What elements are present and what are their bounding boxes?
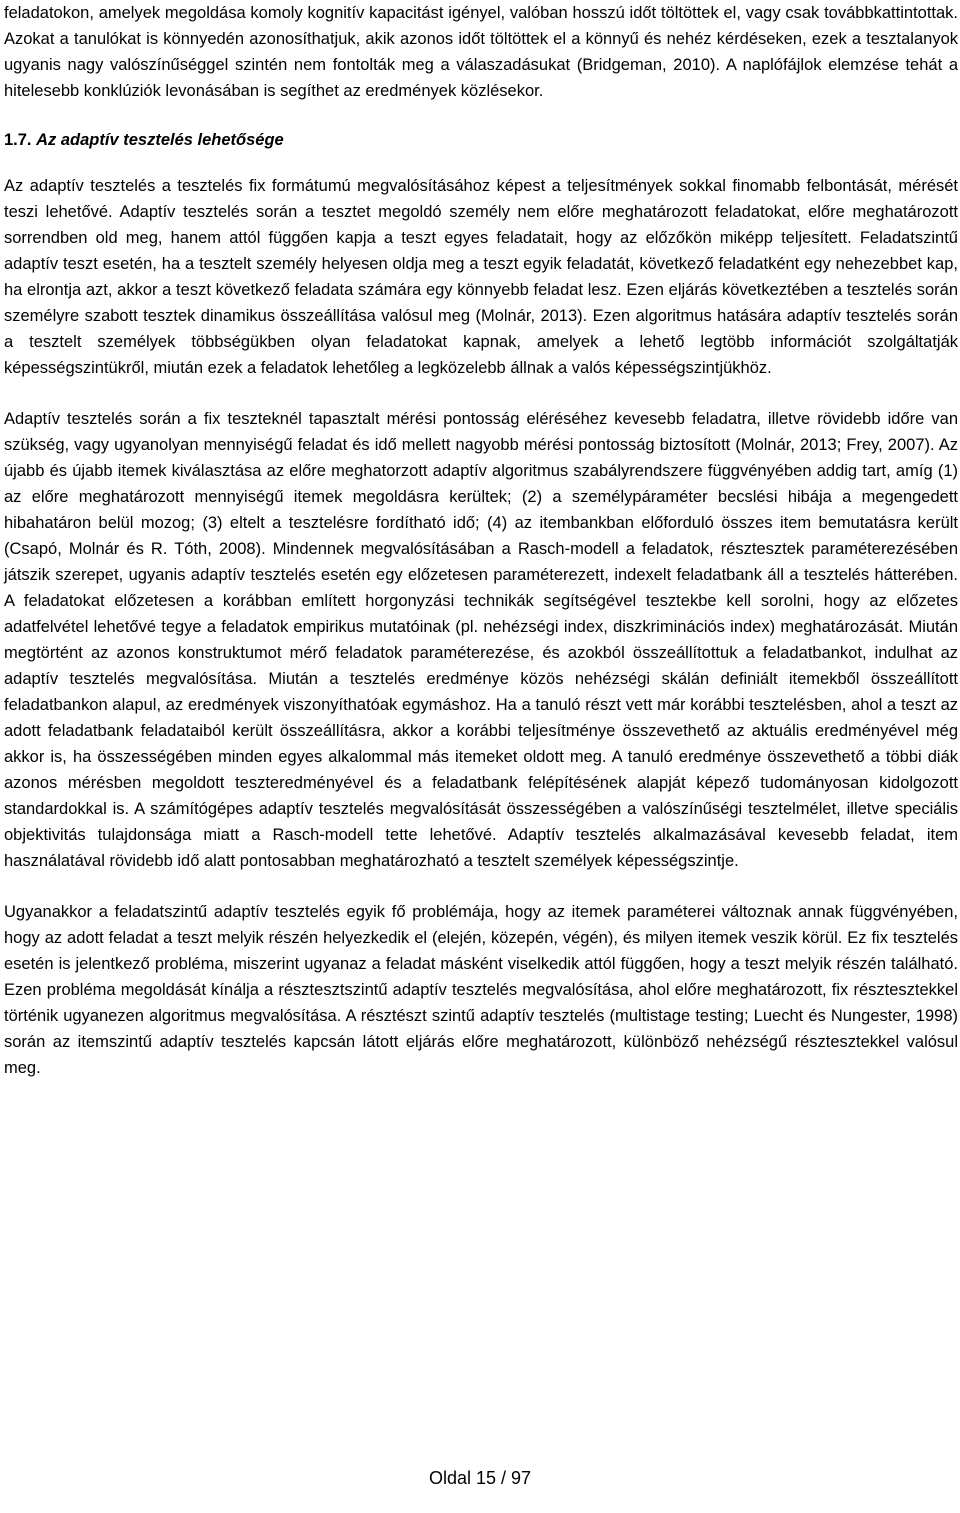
section-heading <box>4 127 958 153</box>
body-paragraph-2: Adaptív tesztelés során a fix teszteknél tapasztalt mérési pontosság eléréséhez kevesebb feladatra, illetve rövidebb időre van szükség, vagy ugyanolyan mennyiségű feladat és idő mellett nagyobb mérési pontosság biztosított (Molnár, 2013; Frey, 2007). Az újabb és újabb itemek kiválasztása az előre meghatorzott adaptív algoritmus szabályrendszere függvényében addig tart, amíg (1) az előre meghatározott mennyiségű itemek megoldásra kerültek; (2) a személypáraméter becslési hibája a megengedett hibahatáron belül mozog; (3) eltelt a tesztelésre fordítható idő; (4) az itembankban előforduló összes item bemutatásra került (Csapó, Molnár és R. Tóth, 2008). Mindennek megvalósításában a Rasch-modell a feladatok, résztesztek paraméterezésében játszik szerepet, ugyanis adaptív tesztelés esetén egy előzetesen paraméterezett, indexelt feladatbank áll a tesztelés hátterében. A feladatokat előzetesen a korábban említett horgonyzási technikák segítségével tesztekbe kell sorolni, hogy az előzetes adatfelvétel lehetővé tegye a feladatok empirikus mutatóinak (pl. nehézségi index, diszkriminációs index) meghatározását. Miután megtörtént az azonos konstruktumot mérő feladatok paraméterezése, és azokból összeállítottuk a feladatbankot, indulhat az adaptív tesztelés megvalósítása. Miután a tesztelés eredménye közös nehézségi skálán definiált itemekből összeállított feladatbankon alapul, az eredmények viszonyíthatóak egymáshoz. Ha a tanuló részt vett már korábbi tesztelésben, ahol a teszt az adott feladatbank feladataiból került összeállításra, akkor a korábbi teljesítménye összevethető az aktuális eredményével még akkor is, ha összességében minden egyes alkalommal más itemeket oldott meg. A tanuló eredménye összevethető a többi diák azonos mérésben megoldott teszteredményével és a feladatbank felépítésének alapját képező tudományosan kidolgozott standardokkal is. A számítógépes adaptív tesztelés megvalósítását összességében a valószínűségi tesztelmélet, illetve speciális objektivitás tulajdonsága miatt a Rasch-modell tette lehetővé. Adaptív tesztelés alkalmazásával kevesebb feladat, item használatával rövidebb idő alatt pontosabban meghatározható a tesztelt személyek képességszintje. <box>4 410 958 870</box>
body-paragraph-3: Ugyanakkor a feladatszintű adaptív tesztelés egyik fő problémája, hogy az itemek paraméterei változnak annak függvényében, hogy az adott feladat a teszt melyik részén helyezkedik el (elején, közepén, végén), és milyen itemek veszik körül. Ez fix tesztelés esetén is jelentkező probléma, miszerint ugyanaz a feladat másként viselkedik attól függően, hogy a teszt melyik részén található. Ezen probléma megoldását kínálja a résztesztszintű adaptív tesztelés megvalósítása, ahol előre meghatározott, fix résztesztekkel történik ugyanezen algoritmus megvalósítása. A résztészt szintű adaptív tesztelés (multistage testing; Luecht és Nungester, 1998) során az itemszintű adaptív tesztelés kapcsán látott eljárás előre meghatározott, különböző nehézségű résztesztekkel valósul meg. <box>4 903 958 1077</box>
page-number-footer: Oldal 15 / 97 <box>428 1468 532 1488</box>
spacer <box>4 153 958 173</box>
spacer <box>4 874 958 899</box>
document-page <box>4 0 958 1081</box>
section-title: Az adaptív tesztelés lehetősége <box>36 131 284 149</box>
intro-paragraph: feladatokon, amelyek megoldása komoly kognitív kapacitást igényel, valóban hosszú időt töltöttek el, vagy csak továbbkattintottak. Azokat a tanulókat is könnyedén azonosíthatjuk, akik azonos időt töltöttek el a könnyű és nehéz kérdéseken, ezek a tesztalanyok ugyanis nagy valószínűséggel szintén nem fontolták meg a válaszadásukat (Bridgeman, 2010). A naplófájlok elemzése tehát a hitelesebb konklúziók levonásában is segíthet az eredmények közlésekor. <box>4 4 958 100</box>
spacer <box>4 381 958 406</box>
section-number: 1.7. <box>4 131 32 149</box>
body-paragraph-1: Az adaptív tesztelés a tesztelés fix formátumú megvalósításához képest a teljesítmények sokkal finomabb felbontását, mérését teszi lehetővé. Adaptív tesztelés során a tesztet megoldó személy nem előre meghatározott feladatokat, előre meghatározott sorrendben old meg, hanem attól függően kapja a teszt egyes feladatait, hogy az előzőkön miképp teljesített. Feladatszintű adaptív teszt esetén, ha a tesztelt személy helyesen oldja meg a teszt egyik feladatát, következő feladatként egy nehezebbet kap, ha elrontja azt, akkor a teszt következő feladata számára egy könnyebb feladat lesz. Ezen eljárás következtében a tesztelés során személyre szabott tesztek dinamikus összeállítása valósul meg (Molnár, 2013). Ezen algoritmus hatására adaptív tesztelés során a tesztelt személyek többségükben olyan feladatokat kapnak, amelyek a lehető legtöbb információt szolgáltatják képességszintükről, miután ezek a feladatok lehetőleg a legközelebb állnak a valós képességszintjükhöz. <box>4 177 958 377</box>
spacer <box>4 104 958 127</box>
